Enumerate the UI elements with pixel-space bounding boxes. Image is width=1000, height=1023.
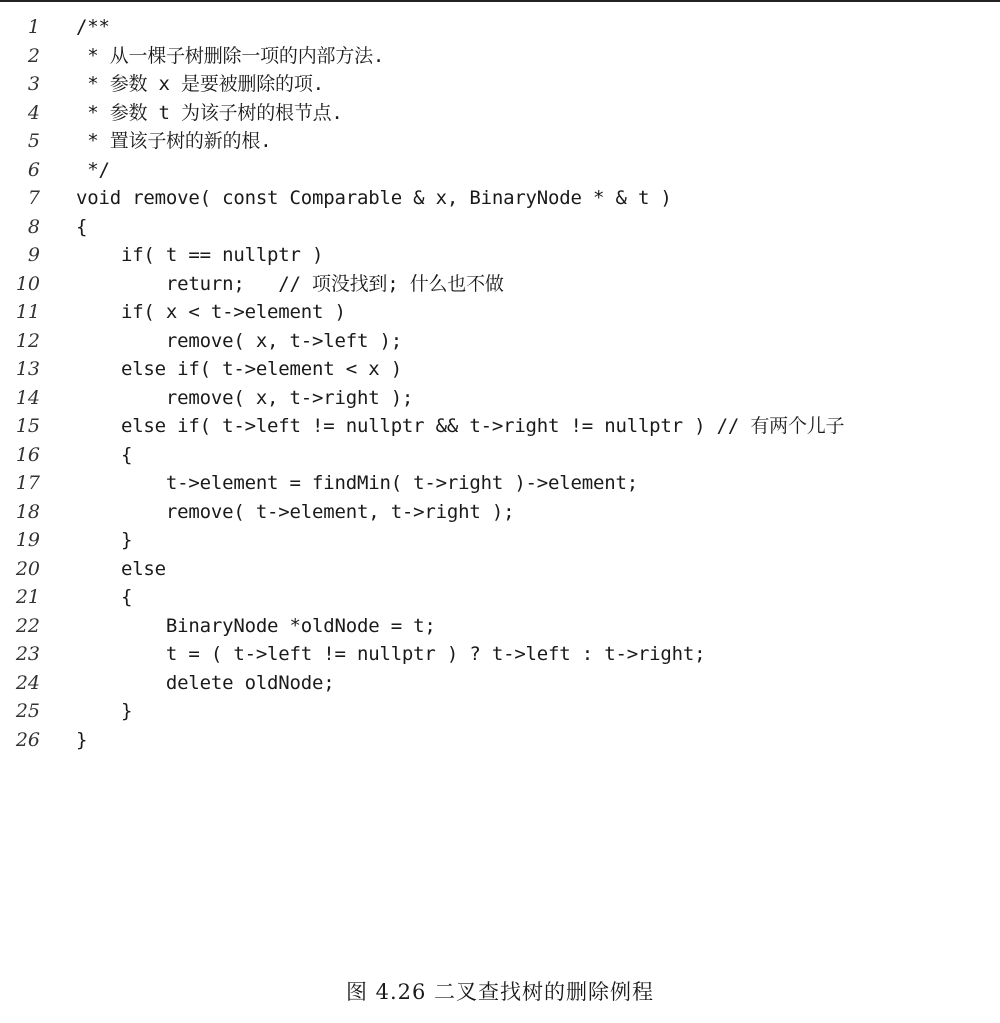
code-text: { xyxy=(76,586,133,608)
line-number: 7 xyxy=(27,187,40,209)
code-text: */ xyxy=(76,158,110,181)
line-number: 15 xyxy=(15,415,40,437)
code-text: remove( x, t->left ); xyxy=(76,329,402,352)
line-number: 12 xyxy=(15,329,40,352)
line-number: 6 xyxy=(27,158,40,181)
code-text: if( x < t->element ) xyxy=(76,301,346,323)
code-line xyxy=(0,298,1000,327)
code-text: { xyxy=(76,443,133,466)
code-line xyxy=(0,640,1000,669)
code-text: * 参数 x 是要被删除的项. xyxy=(76,73,324,95)
line-number: 24 xyxy=(15,671,40,694)
line-number: 14 xyxy=(15,386,40,409)
code-line xyxy=(0,726,1000,755)
code-text: * 参数 t 为该子树的根节点. xyxy=(76,101,343,124)
code-text: remove( x, t->right ); xyxy=(76,386,414,409)
line-number: 4 xyxy=(27,101,40,124)
code-text: t = ( t->left != nullptr ) ? t->left : t->right; xyxy=(76,643,706,665)
line-number: 20 xyxy=(15,557,40,580)
code-text: * 从一棵子树删除一项的内部方法. xyxy=(76,44,385,67)
code-listing xyxy=(0,13,1000,754)
code-line xyxy=(0,241,1000,270)
line-number: 1 xyxy=(27,16,40,38)
line-number: 16 xyxy=(15,443,40,466)
line-number: 2 xyxy=(27,44,40,67)
line-number: 9 xyxy=(27,244,40,266)
code-line xyxy=(0,469,1000,498)
line-number: 11 xyxy=(15,301,40,323)
code-text: else if( t->left != nullptr && t->right != nullptr ) // 有两个儿子 xyxy=(76,415,845,437)
code-text: void remove( const Comparable & x, BinaryNode * & t ) xyxy=(76,187,672,209)
line-number: 21 xyxy=(15,586,40,608)
code-line xyxy=(0,327,1000,356)
code-text: return; // 项没找到; 什么也不做 xyxy=(76,272,504,295)
line-number: 13 xyxy=(15,358,40,380)
code-text: /** xyxy=(76,16,110,38)
line-number: 17 xyxy=(15,472,40,494)
code-line xyxy=(0,213,1000,242)
code-text: * 置该子树的新的根. xyxy=(76,130,272,152)
code-line xyxy=(0,70,1000,99)
code-line xyxy=(0,384,1000,413)
line-number: 26 xyxy=(15,728,40,751)
code-text: t->element = findMin( t->right )->element; xyxy=(76,472,638,494)
code-line xyxy=(0,697,1000,726)
line-number: 5 xyxy=(27,130,40,152)
figure-caption: 图 4.26 二叉查找树的删除例程 xyxy=(345,980,655,1004)
code-text: } xyxy=(76,700,133,722)
code-text: else if( t->element < x ) xyxy=(76,358,402,380)
code-text: } xyxy=(76,529,133,551)
code-line xyxy=(0,498,1000,527)
code-line xyxy=(0,99,1000,128)
code-line xyxy=(0,441,1000,470)
line-number: 25 xyxy=(15,700,40,722)
line-number: 18 xyxy=(15,500,40,523)
code-line xyxy=(0,13,1000,42)
line-number: 10 xyxy=(15,272,40,295)
code-text: remove( t->element, t->right ); xyxy=(76,500,515,523)
code-text: BinaryNode *oldNode = t; xyxy=(76,614,436,637)
line-number: 19 xyxy=(15,529,40,551)
code-text: { xyxy=(76,215,88,238)
code-text: else xyxy=(76,557,166,580)
code-line xyxy=(0,555,1000,584)
line-number: 23 xyxy=(15,643,40,665)
code-text: } xyxy=(76,728,88,751)
code-text: delete oldNode; xyxy=(76,671,335,694)
code-line xyxy=(0,127,1000,156)
code-line xyxy=(0,669,1000,698)
code-line xyxy=(0,583,1000,612)
code-line xyxy=(0,156,1000,185)
code-line xyxy=(0,526,1000,555)
code-line xyxy=(0,184,1000,213)
line-number: 3 xyxy=(27,73,40,95)
code-line xyxy=(0,42,1000,71)
code-line xyxy=(0,612,1000,641)
code-line xyxy=(0,355,1000,384)
code-line xyxy=(0,412,1000,441)
code-text: if( t == nullptr ) xyxy=(76,244,324,266)
code-line xyxy=(0,270,1000,299)
line-number: 8 xyxy=(27,215,40,238)
top-rule xyxy=(0,0,1000,2)
line-number: 22 xyxy=(15,614,40,637)
